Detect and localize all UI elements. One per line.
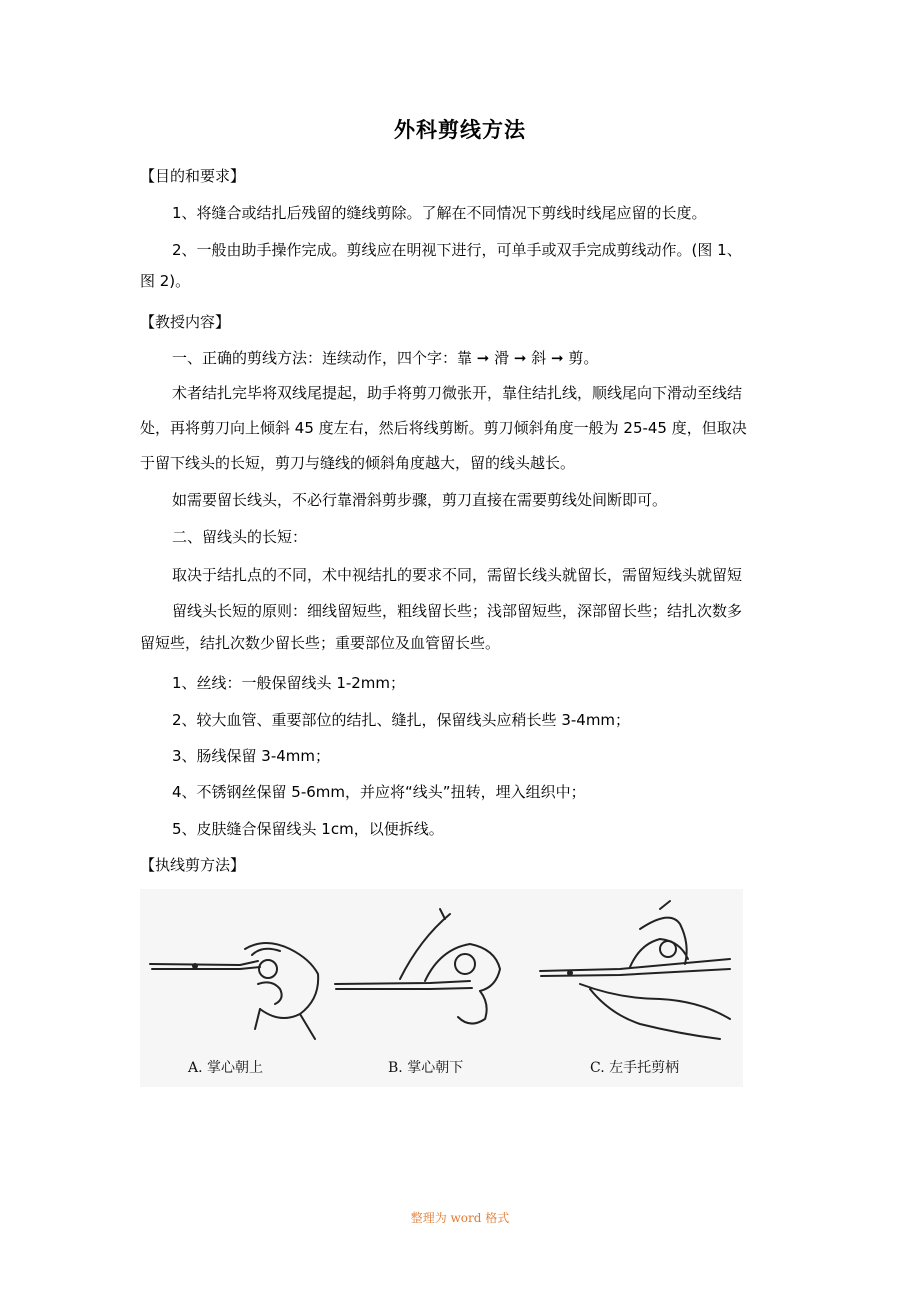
paragraph-8-line-1: 留线头长短的原则：细线留短些，粗线留长些；浅部留短些，深部留长些；结扎次数多 xyxy=(172,602,743,620)
list-item-5: 5、皮肤缝合保留线头 1cm，以便拆线。 xyxy=(172,820,444,838)
grip-c-illustration xyxy=(540,901,730,1039)
section-heading-scissors: 【执线剪方法】 xyxy=(140,856,246,874)
page-footer: 整理为 word 格式 xyxy=(410,1211,510,1225)
grip-a-illustration xyxy=(150,943,318,1039)
paragraph-1: 1、将缝合或结扎后残留的缝线剪除。了解在不同情况下剪线时线尾应留的长度。 xyxy=(172,204,707,222)
paragraph-5: 如需要留长线头，不必行靠滑斜剪步骤，剪刀直接在需要剪线处间断即可。 xyxy=(172,491,668,509)
paragraph-2-line-2: 图 2)。 xyxy=(140,272,191,290)
list-item-1: 1、丝线：一般保留线头 1-2mm； xyxy=(172,674,406,692)
section-heading-content: 【教授内容】 xyxy=(140,313,231,331)
paragraph-6: 二、留线头的长短： xyxy=(172,528,308,546)
paragraph-8-line-2: 留短些，结扎次数少留长些；重要部位及血管留长些。 xyxy=(140,634,501,652)
grip-b-illustration xyxy=(335,909,500,1024)
paragraph-4-line-1: 术者结扎完毕将双线尾提起，助手将剪刀微张开，靠住结扎线，顺线尾向下滑动至线结 xyxy=(172,384,743,402)
list-item-2: 2、较大血管、重要部位的结扎、缝扎，保留线头应稍长些 3-4mm； xyxy=(172,711,631,729)
section-heading-purpose: 【目的和要求】 xyxy=(140,167,246,185)
caption-b: B. 掌心朝下 xyxy=(388,1060,464,1076)
caption-a: A. 掌心朝上 xyxy=(188,1060,264,1076)
paragraph-4-line-2: 处，再将剪刀向上倾斜 45 度左右，然后将线剪断。剪刀倾斜角度一般为 25-45 度，但取决 xyxy=(140,419,747,437)
caption-c: C. 左手托剪柄 xyxy=(590,1060,680,1076)
list-item-4: 4、不锈钢丝保留 5-6mm，并应将“线头”扭转，埋入组织中； xyxy=(172,783,586,801)
paragraph-7: 取决于结扎点的不同，术中视结扎的要求不同，需留长线头就留长，需留短线头就留短 xyxy=(172,566,743,584)
paragraph-4-line-3: 于留下线头的长短，剪刀与缝线的倾斜角度越大，留的线头越长。 xyxy=(140,454,576,472)
scissors-grip-figure xyxy=(140,889,743,1087)
paragraph-3: 一、正确的剪线方法：连续动作，四个字：靠 ➞ 滑 ➞ 斜 ➞ 剪。 xyxy=(172,349,599,367)
list-item-3: 3、肠线保留 3-4mm； xyxy=(172,747,331,765)
paragraph-2-line-1: 2、一般由助手操作完成。剪线应在明视下进行，可单手或双手完成剪线动作。(图 1、 xyxy=(172,241,742,259)
document-title: 外科剪线方法 xyxy=(394,117,526,142)
